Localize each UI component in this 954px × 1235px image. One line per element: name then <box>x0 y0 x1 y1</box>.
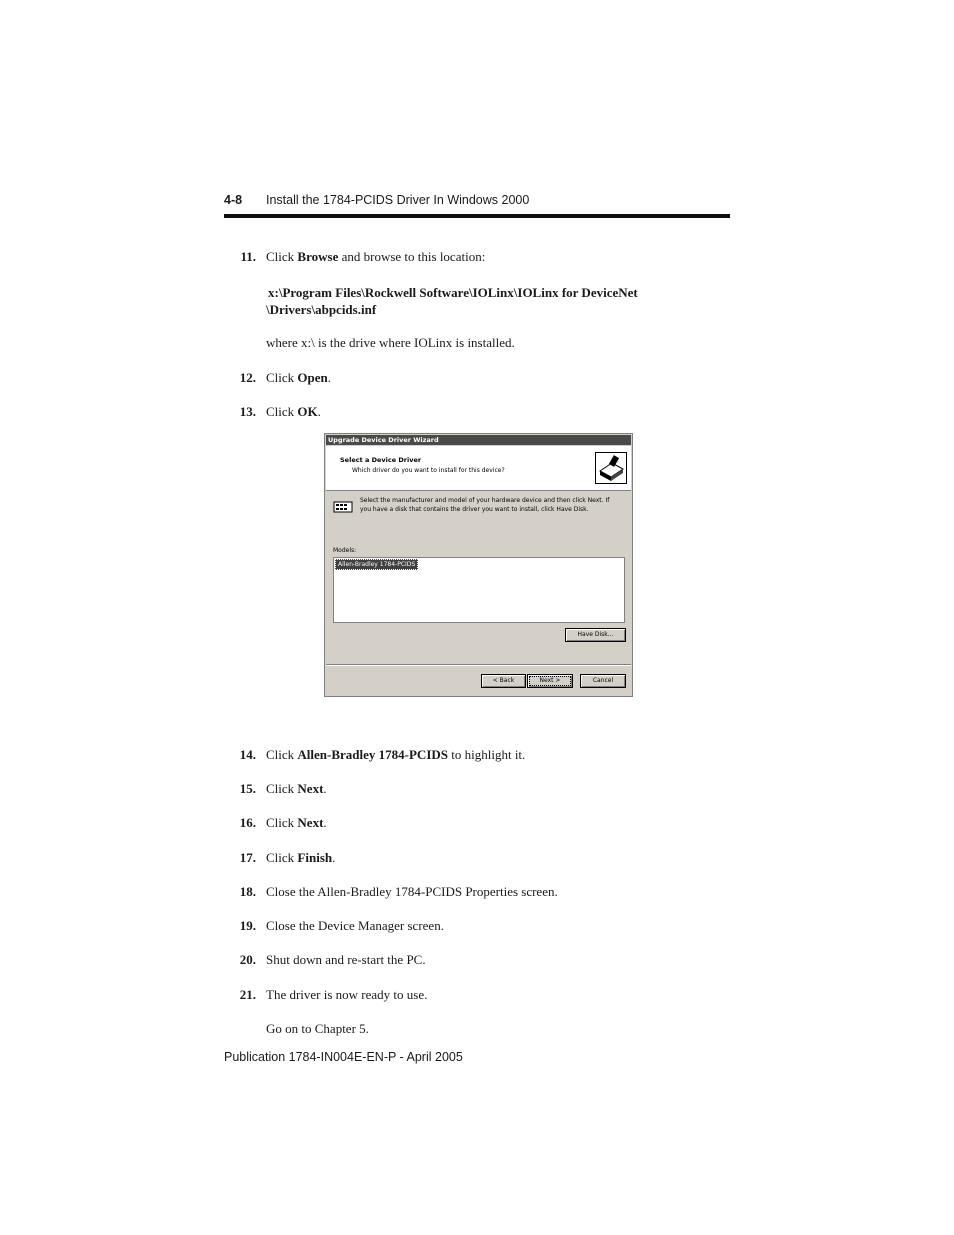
dialog-subheading: Which driver do you want to install for this device? <box>352 467 505 474</box>
wizard-dialog-screenshot <box>324 433 633 697</box>
cancel-button[interactable]: Cancel <box>580 674 626 688</box>
step-number: 15. <box>239 781 256 796</box>
install-path-line2: \Drivers\abpcids.inf <box>266 302 377 317</box>
step-text: Click Open. <box>266 370 332 385</box>
step-text: Click Browse and browse to this location: <box>266 249 486 264</box>
next-button[interactable]: Next > <box>527 674 573 688</box>
step-number: 13. <box>239 404 256 419</box>
have-disk-button[interactable]: Have Disk... <box>565 628 626 642</box>
step-number: 11. <box>240 249 256 264</box>
closing-note: Go on to Chapter 5. <box>266 1021 369 1036</box>
step-text: Close the Device Manager screen. <box>266 918 444 933</box>
header-rule <box>224 214 730 218</box>
step-number: 21. <box>239 987 256 1002</box>
dialog-header <box>326 446 631 491</box>
step-number: 18. <box>239 884 256 899</box>
step-number: 14. <box>239 747 256 762</box>
step-text: Close the Allen-Bradley 1784-PCIDS Properties screen. <box>266 884 558 899</box>
install-path-line1: x:\Program Files\Rockwell Software\IOLinx\IOLinx for DeviceNet <box>268 285 638 300</box>
where-note: where x:\ is the drive where IOLinx is installed. <box>266 335 515 350</box>
step-text: Click Allen-Bradley 1784-PCIDS to highlight it. <box>266 747 526 762</box>
dialog-title: Upgrade Device Driver Wizard <box>326 435 631 445</box>
hardware-wizard-icon <box>595 452 627 484</box>
step-text: Click Next. <box>266 815 327 830</box>
back-button[interactable]: < Back <box>481 674 526 688</box>
models-list[interactable] <box>333 557 625 623</box>
step-text: Click Finish. <box>266 850 336 865</box>
publication-footer: Publication 1784-IN004E-EN-P - April 2005 <box>224 1050 463 1064</box>
step-number: 12. <box>239 370 256 385</box>
step-text: Click OK. <box>266 404 321 419</box>
models-label: Models: <box>333 547 357 554</box>
dialog-separator <box>326 664 631 666</box>
step-text: The driver is now ready to use. <box>266 987 428 1002</box>
step-number: 16. <box>239 815 256 830</box>
page-number: 4-8 <box>224 193 243 207</box>
device-icon <box>333 500 353 514</box>
running-header: Install the 1784-PCIDS Driver In Windows 2000 <box>266 193 530 207</box>
step-number: 20. <box>239 952 256 967</box>
step-number: 19. <box>239 918 256 933</box>
step-number: 17. <box>239 850 256 865</box>
model-item-selected[interactable]: Allen-Bradley 1784-PCIDS <box>335 559 418 570</box>
dialog-description: Select the manufacturer and model of your hardware device and then click Next. If you have a disk that contains the driver you want to install, click Have Disk. <box>360 497 610 513</box>
dialog-heading: Select a Device Driver <box>340 456 422 464</box>
step-text: Click Next. <box>266 781 327 796</box>
step-text: Shut down and re-start the PC. <box>266 952 426 967</box>
